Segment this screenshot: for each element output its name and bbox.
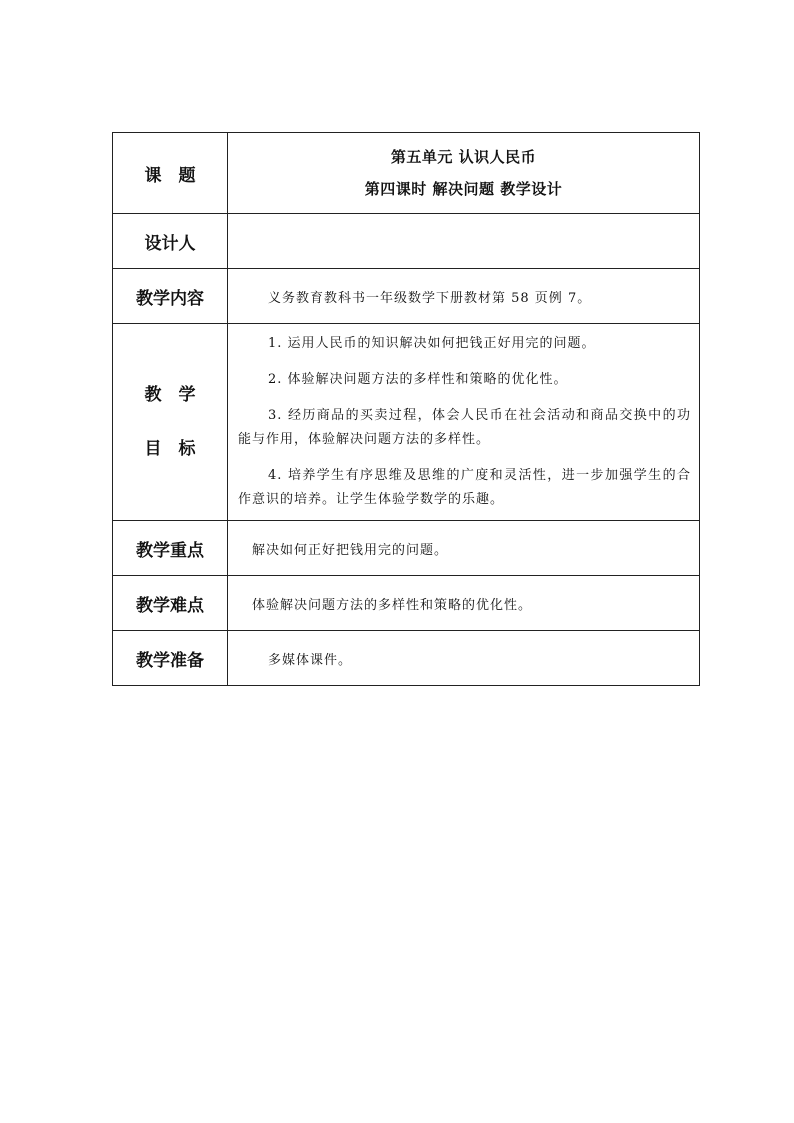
lesson-plan-table xyxy=(112,132,700,686)
objectives-list xyxy=(228,324,700,521)
preparation-value: 多媒体课件。 xyxy=(228,631,700,686)
designer-row xyxy=(113,214,700,269)
topic-title-line-1: 第五单元 认识人民币 xyxy=(390,148,537,166)
objectives-label-line-1: 教 学 xyxy=(144,385,196,405)
objective-item: 1. 运用人民币的知识解决如何把钱正好用完的问题。 xyxy=(268,336,596,351)
topic-title-line-2: 第四课时 解决问题 教学设计 xyxy=(364,180,563,198)
key-point-row xyxy=(113,521,700,576)
content-value: 义务教育教科书一年级数学下册教材第 58 页例 7。 xyxy=(228,269,700,324)
designer-label: 设计人 xyxy=(113,214,228,269)
difficulty-value: 体验解决问题方法的多样性和策略的优化性。 xyxy=(228,576,700,631)
objectives-row xyxy=(113,324,700,521)
key-point-value: 解决如何正好把钱用完的问题。 xyxy=(228,521,700,576)
objective-item: 3. 经历商品的买卖过程，体会人民币在社会活动和商品交换中的功能与作用，体验解决问题方法的多样性。 xyxy=(238,408,691,447)
preparation-row xyxy=(113,631,700,686)
objectives-label-line-2: 目 标 xyxy=(144,439,196,459)
preparation-label: 教学准备 xyxy=(113,631,228,686)
topic-label: 课 题 xyxy=(113,133,228,214)
designer-value xyxy=(228,214,700,269)
objective-item: 4. 培养学生有序思维及思维的广度和灵活性，进一步加强学生的合作意识的培养。让学生体验学数学的乐趣。 xyxy=(238,468,691,507)
objectives-label xyxy=(113,324,228,521)
difficulty-row xyxy=(113,576,700,631)
topic-row xyxy=(113,133,700,214)
topic-title xyxy=(228,133,700,214)
objective-item: 2. 体验解决问题方法的多样性和策略的优化性。 xyxy=(268,372,568,387)
difficulty-label: 教学难点 xyxy=(113,576,228,631)
content-label: 教学内容 xyxy=(113,269,228,324)
key-point-label: 教学重点 xyxy=(113,521,228,576)
content-row xyxy=(113,269,700,324)
